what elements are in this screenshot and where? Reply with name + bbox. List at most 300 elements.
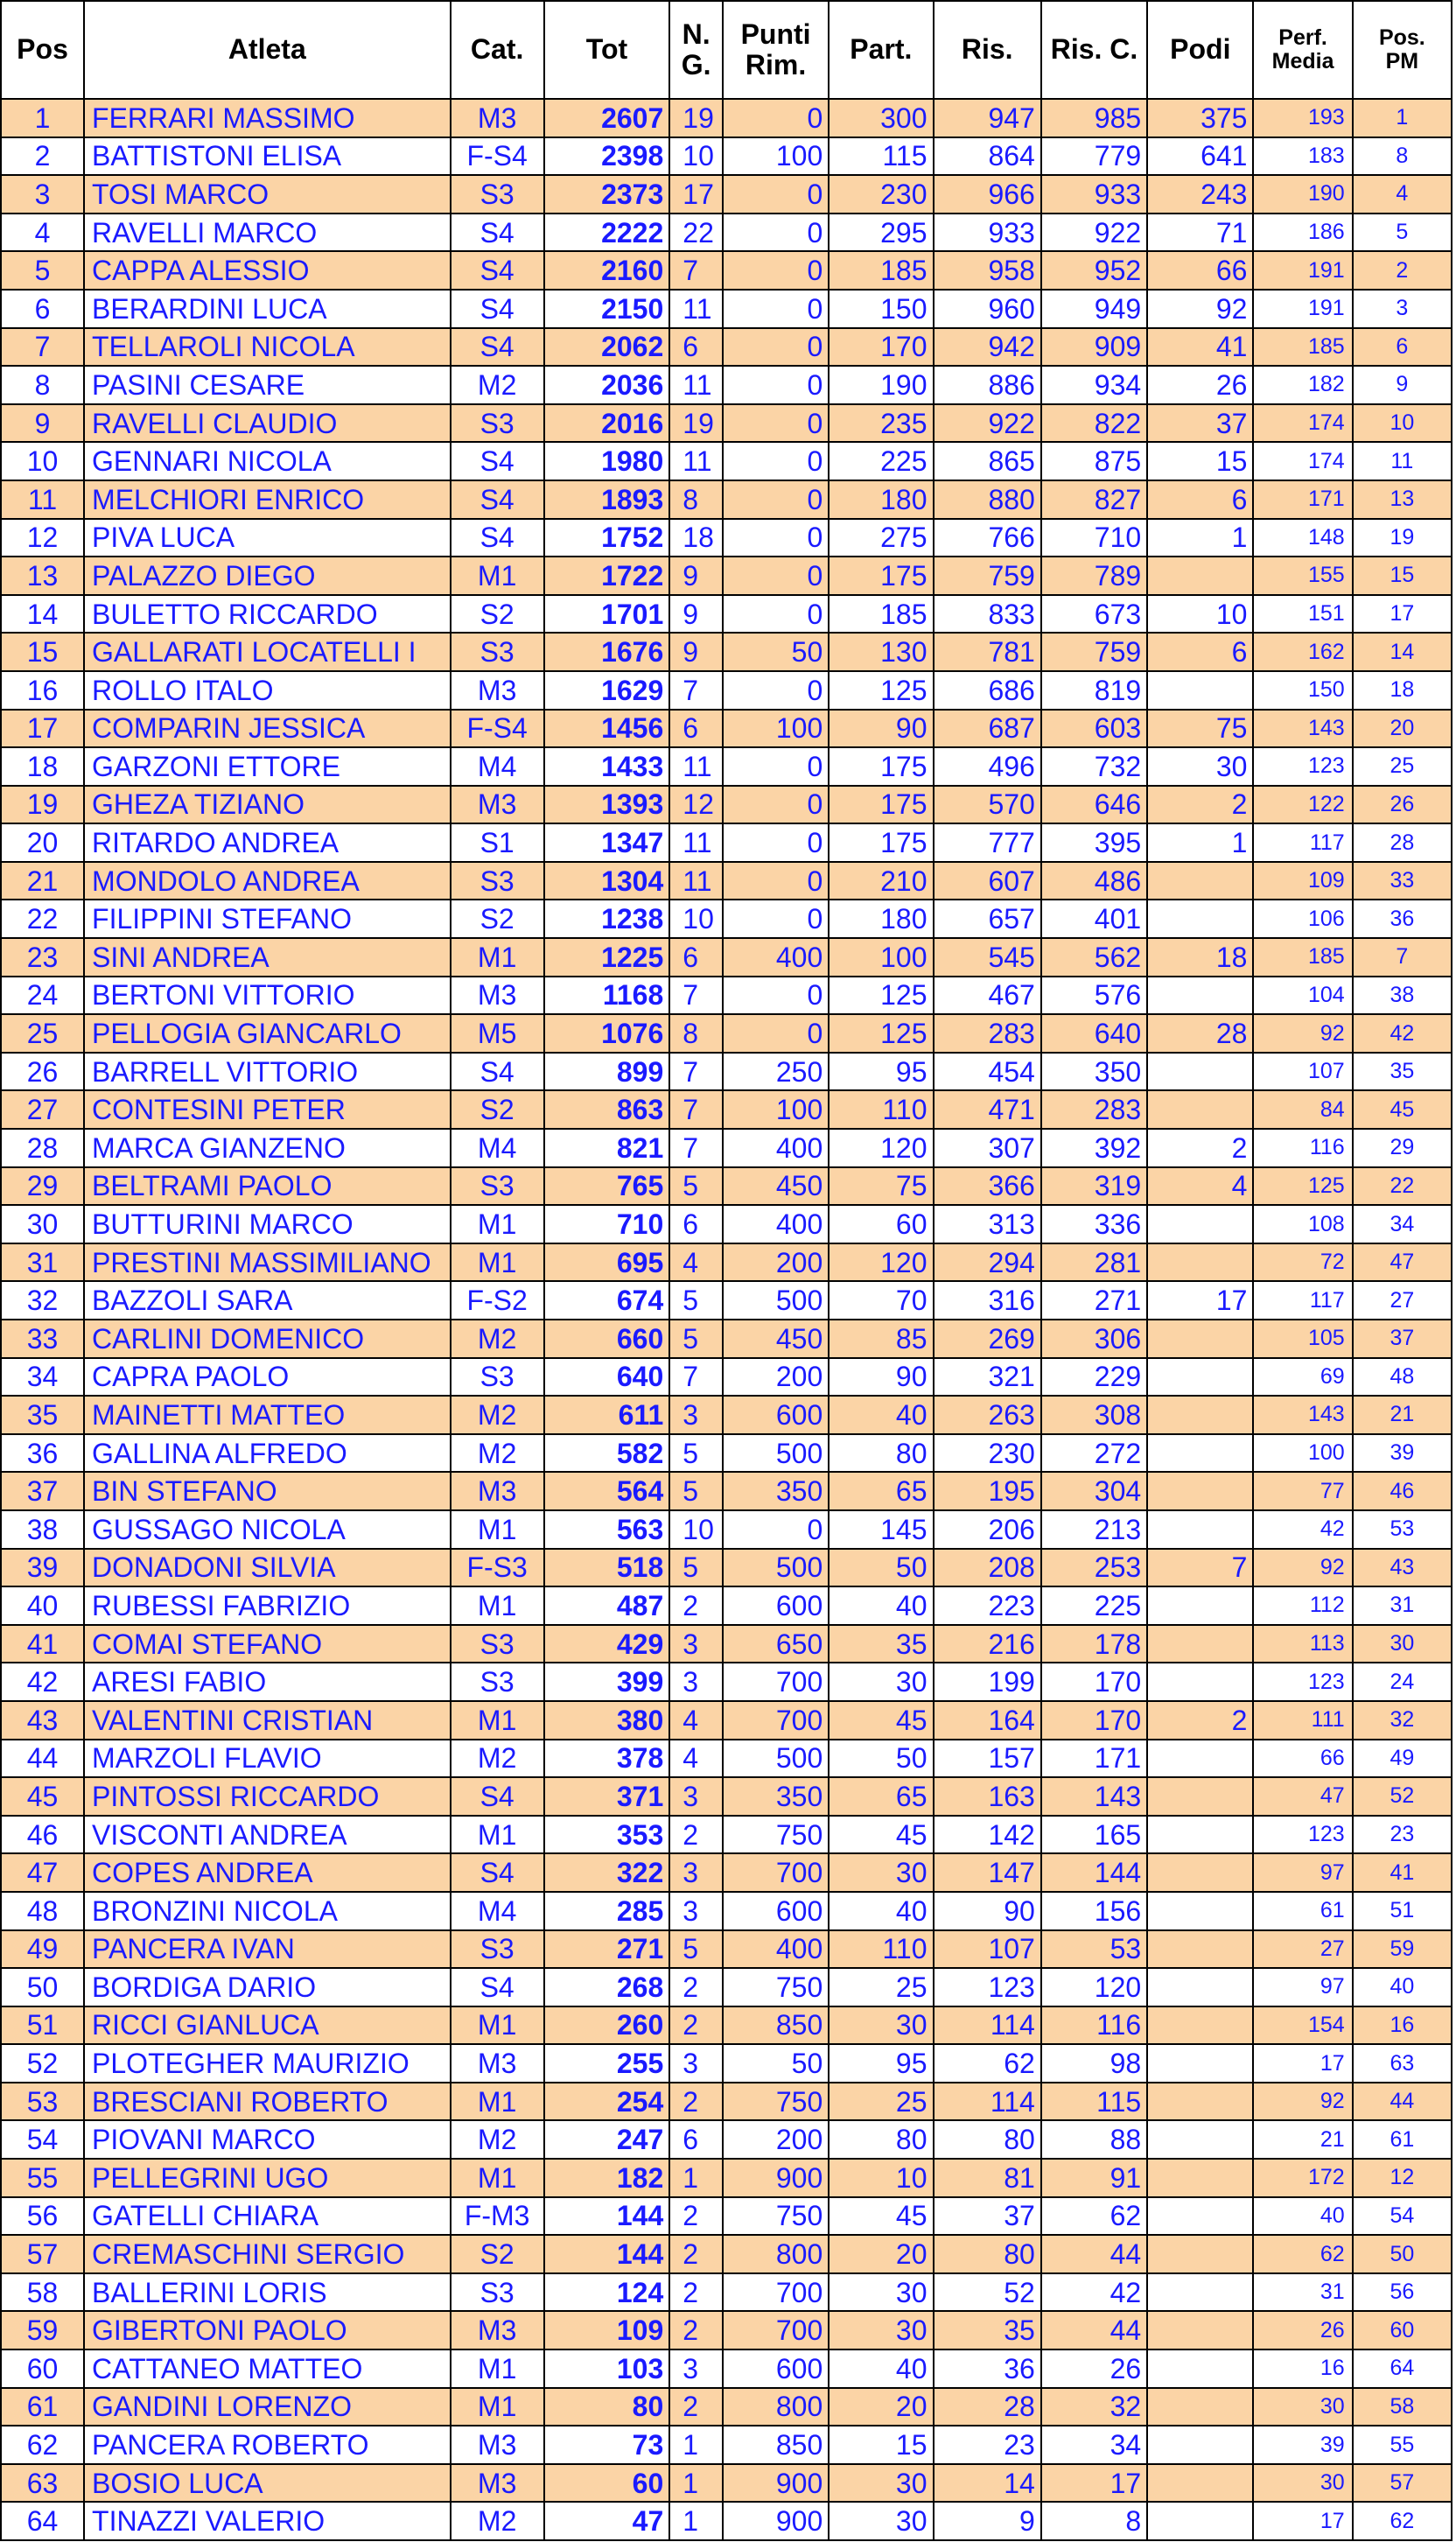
- cell-pos-pm: 62: [1353, 2502, 1452, 2540]
- cell-ris: 864: [934, 137, 1041, 176]
- cell-pos: 24: [1, 977, 84, 1015]
- cell-athlete-name: PIVA LUCA: [84, 519, 451, 557]
- cell-athlete-name: BORDIGA DARIO: [84, 1968, 451, 2006]
- cell-pos: 23: [1, 938, 84, 977]
- cell-num-games: 12: [669, 786, 723, 824]
- cell-num-games: 3: [669, 1663, 723, 1701]
- cell-total: 1304: [544, 862, 670, 900]
- cell-ris: 942: [934, 328, 1041, 367]
- cell-perf-media: 174: [1253, 404, 1352, 443]
- cell-part: 185: [829, 251, 933, 290]
- cell-num-games: 22: [669, 214, 723, 252]
- cell-category: M1: [451, 2006, 544, 2045]
- cell-perf-media: 27: [1253, 1930, 1352, 1969]
- cell-pos-pm: 37: [1353, 1320, 1452, 1358]
- cell-num-games: 6: [669, 1205, 723, 1243]
- cell-part: 110: [829, 1090, 933, 1129]
- cell-total: 563: [544, 1510, 670, 1549]
- cell-ris: 80: [934, 2120, 1041, 2159]
- cell-ris: 766: [934, 519, 1041, 557]
- cell-podi: [1147, 977, 1253, 1015]
- cell-total: 1347: [544, 823, 670, 862]
- cell-pos-pm: 42: [1353, 1014, 1452, 1053]
- header-pos: Pos: [1, 1, 84, 99]
- cell-perf-media: 39: [1253, 2426, 1352, 2464]
- cell-pos-pm: 51: [1353, 1892, 1452, 1930]
- cell-part: 70: [829, 1281, 933, 1320]
- cell-ris-c: 17: [1041, 2464, 1147, 2503]
- cell-part: 115: [829, 137, 933, 176]
- cell-total: 640: [544, 1358, 670, 1397]
- table-row: [1, 1358, 1452, 1397]
- cell-num-games: 2: [669, 2197, 723, 2236]
- cell-perf-media: 100: [1253, 1434, 1352, 1473]
- table-row: [1, 671, 1452, 710]
- cell-total: 380: [544, 1701, 670, 1740]
- cell-punti-rim: 700: [723, 1701, 829, 1740]
- cell-pos: 5: [1, 251, 84, 290]
- cell-athlete-name: RUBESSI FABRIZIO: [84, 1586, 451, 1625]
- cell-podi: [1147, 2426, 1253, 2464]
- cell-ris-c: 178: [1041, 1625, 1147, 1663]
- table-row: [1, 1167, 1452, 1206]
- cell-total: 2036: [544, 366, 670, 404]
- cell-ris: 471: [934, 1090, 1041, 1129]
- cell-part: 35: [829, 1625, 933, 1663]
- header-podi: Podi: [1147, 1, 1253, 99]
- cell-num-games: 11: [669, 747, 723, 786]
- cell-athlete-name: SINI ANDREA: [84, 938, 451, 977]
- cell-category: S1: [451, 823, 544, 862]
- cell-category: M3: [451, 786, 544, 824]
- cell-ris-c: 319: [1041, 1167, 1147, 1206]
- cell-pos-pm: 38: [1353, 977, 1452, 1015]
- table-row: [1, 1816, 1452, 1854]
- cell-punti-rim: 0: [723, 175, 829, 214]
- cell-category: M4: [451, 1129, 544, 1167]
- cell-athlete-name: FILIPPINI STEFANO: [84, 900, 451, 938]
- cell-ris: 37: [934, 2197, 1041, 2236]
- cell-ris: 14: [934, 2464, 1041, 2503]
- cell-punti-rim: 0: [723, 595, 829, 634]
- cell-pos-pm: 11: [1353, 442, 1452, 480]
- cell-ris: 958: [934, 251, 1041, 290]
- cell-pos-pm: 32: [1353, 1701, 1452, 1740]
- cell-athlete-name: GIBERTONI PAOLO: [84, 2311, 451, 2349]
- table-row: [1, 2159, 1452, 2197]
- cell-pos: 26: [1, 1053, 84, 1091]
- cell-podi: 375: [1147, 99, 1253, 137]
- cell-ris: 321: [934, 1358, 1041, 1397]
- cell-ris: 114: [934, 2006, 1041, 2045]
- table-row: [1, 747, 1452, 786]
- cell-perf-media: 113: [1253, 1625, 1352, 1663]
- cell-perf-media: 66: [1253, 1740, 1352, 1778]
- cell-podi: [1147, 900, 1253, 938]
- cell-pos: 8: [1, 366, 84, 404]
- cell-part: 225: [829, 442, 933, 480]
- cell-pos-pm: 47: [1353, 1243, 1452, 1282]
- cell-perf-media: 72: [1253, 1243, 1352, 1282]
- cell-pos: 13: [1, 557, 84, 595]
- cell-part: 40: [829, 1396, 933, 1434]
- cell-ris: 90: [934, 1892, 1041, 1930]
- cell-total: 144: [544, 2235, 670, 2273]
- cell-part: 30: [829, 2464, 933, 2503]
- cell-perf-media: 108: [1253, 1205, 1352, 1243]
- cell-num-games: 5: [669, 1320, 723, 1358]
- cell-athlete-name: ARESI FABIO: [84, 1663, 451, 1701]
- cell-num-games: 19: [669, 99, 723, 137]
- table-row: [1, 480, 1452, 519]
- cell-punti-rim: 0: [723, 977, 829, 1015]
- cell-ris-c: 170: [1041, 1701, 1147, 1740]
- cell-category: M2: [451, 2120, 544, 2159]
- header-perf-media: Perf. Media: [1253, 1, 1352, 99]
- cell-part: 300: [829, 99, 933, 137]
- cell-perf-media: 92: [1253, 1014, 1352, 1053]
- cell-part: 10: [829, 2159, 933, 2197]
- cell-athlete-name: MARZOLI FLAVIO: [84, 1740, 451, 1778]
- cell-ris-c: 875: [1041, 442, 1147, 480]
- cell-num-games: 2: [669, 1586, 723, 1625]
- cell-part: 20: [829, 2388, 933, 2426]
- cell-category: M1: [451, 1586, 544, 1625]
- cell-pos: 47: [1, 1853, 84, 1892]
- cell-part: 30: [829, 2311, 933, 2349]
- cell-punti-rim: 100: [723, 710, 829, 748]
- cell-part: 75: [829, 1167, 933, 1206]
- cell-part: 80: [829, 1434, 933, 1473]
- cell-punti-rim: 600: [723, 2349, 829, 2388]
- cell-num-games: 9: [669, 633, 723, 671]
- cell-pos: 49: [1, 1930, 84, 1969]
- cell-ris-c: 44: [1041, 2311, 1147, 2349]
- cell-ris-c: 44: [1041, 2235, 1147, 2273]
- table-row: [1, 595, 1452, 634]
- cell-num-games: 5: [669, 1472, 723, 1510]
- cell-perf-media: 84: [1253, 1090, 1352, 1129]
- cell-punti-rim: 350: [723, 1472, 829, 1510]
- cell-athlete-name: BIN STEFANO: [84, 1472, 451, 1510]
- cell-category: S3: [451, 1663, 544, 1701]
- table-row: [1, 2197, 1452, 2236]
- cell-punti-rim: 400: [723, 1129, 829, 1167]
- cell-perf-media: 30: [1253, 2464, 1352, 2503]
- cell-ris: 142: [934, 1816, 1041, 1854]
- cell-ris-c: 62: [1041, 2197, 1147, 2236]
- cell-podi: 26: [1147, 366, 1253, 404]
- cell-podi: 7: [1147, 1549, 1253, 1587]
- cell-category: M3: [451, 671, 544, 710]
- cell-num-games: 10: [669, 1510, 723, 1549]
- cell-athlete-name: MAINETTI MATTEO: [84, 1396, 451, 1434]
- cell-athlete-name: BAZZOLI SARA: [84, 1281, 451, 1320]
- cell-part: 90: [829, 1358, 933, 1397]
- cell-podi: [1147, 2273, 1253, 2312]
- cell-ris-c: 819: [1041, 671, 1147, 710]
- cell-part: 90: [829, 710, 933, 748]
- cell-pos: 58: [1, 2273, 84, 2312]
- table-row: [1, 214, 1452, 252]
- cell-pos: 63: [1, 2464, 84, 2503]
- cell-pos-pm: 9: [1353, 366, 1452, 404]
- cell-perf-media: 17: [1253, 2044, 1352, 2083]
- cell-ris: 28: [934, 2388, 1041, 2426]
- cell-podi: 2: [1147, 786, 1253, 824]
- cell-pos-pm: 29: [1353, 1129, 1452, 1167]
- cell-athlete-name: GANDINI LORENZO: [84, 2388, 451, 2426]
- cell-ris-c: 271: [1041, 1281, 1147, 1320]
- cell-ris: 81: [934, 2159, 1041, 2197]
- cell-ris: 366: [934, 1167, 1041, 1206]
- cell-pos-pm: 24: [1353, 1663, 1452, 1701]
- cell-num-games: 7: [669, 1129, 723, 1167]
- cell-ris: 607: [934, 862, 1041, 900]
- cell-ris-c: 165: [1041, 1816, 1147, 1854]
- cell-pos: 37: [1, 1472, 84, 1510]
- cell-part: 30: [829, 2273, 933, 2312]
- cell-ris-c: 32: [1041, 2388, 1147, 2426]
- cell-athlete-name: RAVELLI CLAUDIO: [84, 404, 451, 443]
- cell-total: 611: [544, 1396, 670, 1434]
- cell-ris: 922: [934, 404, 1041, 443]
- cell-athlete-name: GENNARI NICOLA: [84, 442, 451, 480]
- header-row: [1, 1, 1452, 99]
- cell-podi: 6: [1147, 633, 1253, 671]
- table-row: [1, 366, 1452, 404]
- cell-ris-c: 115: [1041, 2083, 1147, 2121]
- cell-total: 255: [544, 2044, 670, 2083]
- cell-pos: 3: [1, 175, 84, 214]
- cell-pos-pm: 44: [1353, 2083, 1452, 2121]
- cell-punti-rim: 500: [723, 1740, 829, 1778]
- cell-part: 230: [829, 175, 933, 214]
- cell-podi: 71: [1147, 214, 1253, 252]
- cell-athlete-name: MARCA GIANZENO: [84, 1129, 451, 1167]
- cell-ris-c: 116: [1041, 2006, 1147, 2045]
- cell-perf-media: 185: [1253, 938, 1352, 977]
- cell-pos-pm: 3: [1353, 290, 1452, 328]
- cell-total: 2150: [544, 290, 670, 328]
- header-ng: N. G.: [669, 1, 723, 99]
- cell-num-games: 3: [669, 1853, 723, 1892]
- cell-total: 899: [544, 1053, 670, 1091]
- cell-num-games: 2: [669, 1968, 723, 2006]
- cell-pos: 64: [1, 2502, 84, 2540]
- cell-pos: 42: [1, 1663, 84, 1701]
- cell-perf-media: 105: [1253, 1320, 1352, 1358]
- cell-part: 65: [829, 1472, 933, 1510]
- cell-pos-pm: 17: [1353, 595, 1452, 634]
- cell-ris-c: 143: [1041, 1777, 1147, 1816]
- cell-num-games: 6: [669, 938, 723, 977]
- cell-pos: 27: [1, 1090, 84, 1129]
- cell-category: M2: [451, 1740, 544, 1778]
- cell-perf-media: 97: [1253, 1853, 1352, 1892]
- cell-athlete-name: GARZONI ETTORE: [84, 747, 451, 786]
- cell-podi: 30: [1147, 747, 1253, 786]
- cell-podi: 1: [1147, 823, 1253, 862]
- cell-pos-pm: 55: [1353, 2426, 1452, 2464]
- cell-pos-pm: 22: [1353, 1167, 1452, 1206]
- cell-category: M3: [451, 99, 544, 137]
- cell-punti-rim: 750: [723, 1968, 829, 2006]
- cell-category: S4: [451, 1853, 544, 1892]
- cell-part: 125: [829, 977, 933, 1015]
- cell-ris-c: 392: [1041, 1129, 1147, 1167]
- table-row: [1, 1090, 1452, 1129]
- cell-punti-rim: 250: [723, 1053, 829, 1091]
- cell-pos: 19: [1, 786, 84, 824]
- cell-ris-c: 283: [1041, 1090, 1147, 1129]
- cell-num-games: 1: [669, 2159, 723, 2197]
- cell-total: 710: [544, 1205, 670, 1243]
- cell-ris: 454: [934, 1053, 1041, 1091]
- cell-part: 100: [829, 938, 933, 977]
- cell-ris-c: 98: [1041, 2044, 1147, 2083]
- cell-pos-pm: 46: [1353, 1472, 1452, 1510]
- cell-podi: [1147, 2502, 1253, 2540]
- cell-punti-rim: 450: [723, 1320, 829, 1358]
- cell-athlete-name: MELCHIORI ENRICO: [84, 480, 451, 519]
- cell-athlete-name: BATTISTONI ELISA: [84, 137, 451, 176]
- cell-ris-c: 934: [1041, 366, 1147, 404]
- cell-athlete-name: RAVELLI MARCO: [84, 214, 451, 252]
- cell-punti-rim: 750: [723, 2197, 829, 2236]
- cell-perf-media: 174: [1253, 442, 1352, 480]
- cell-part: 180: [829, 480, 933, 519]
- cell-part: 175: [829, 823, 933, 862]
- cell-pos-pm: 53: [1353, 1510, 1452, 1549]
- cell-ris-c: 759: [1041, 633, 1147, 671]
- cell-category: M1: [451, 1205, 544, 1243]
- cell-ris-c: 789: [1041, 557, 1147, 595]
- cell-ris-c: 933: [1041, 175, 1147, 214]
- cell-part: 95: [829, 1053, 933, 1091]
- cell-pos: 31: [1, 1243, 84, 1282]
- cell-punti-rim: 0: [723, 519, 829, 557]
- cell-podi: 243: [1147, 175, 1253, 214]
- cell-ris: 657: [934, 900, 1041, 938]
- cell-athlete-name: RICCI GIANLUCA: [84, 2006, 451, 2045]
- cell-part: 235: [829, 404, 933, 443]
- cell-part: 120: [829, 1129, 933, 1167]
- cell-num-games: 7: [669, 251, 723, 290]
- cell-punti-rim: 400: [723, 938, 829, 977]
- cell-perf-media: 186: [1253, 214, 1352, 252]
- cell-ris-c: 909: [1041, 328, 1147, 367]
- cell-athlete-name: BARRELL VITTORIO: [84, 1053, 451, 1091]
- cell-total: 821: [544, 1129, 670, 1167]
- cell-podi: [1147, 2311, 1253, 2349]
- cell-total: 1722: [544, 557, 670, 595]
- cell-part: 210: [829, 862, 933, 900]
- cell-total: 371: [544, 1777, 670, 1816]
- cell-num-games: 17: [669, 175, 723, 214]
- cell-part: 180: [829, 900, 933, 938]
- cell-ris: 496: [934, 747, 1041, 786]
- cell-podi: [1147, 1892, 1253, 1930]
- cell-total: 2016: [544, 404, 670, 443]
- cell-pos-pm: 14: [1353, 633, 1452, 671]
- cell-pos-pm: 4: [1353, 175, 1452, 214]
- cell-athlete-name: GUSSAGO NICOLA: [84, 1510, 451, 1549]
- cell-part: 295: [829, 214, 933, 252]
- cell-pos: 40: [1, 1586, 84, 1625]
- cell-pos-pm: 8: [1353, 137, 1452, 176]
- cell-ris: 880: [934, 480, 1041, 519]
- cell-ris: 114: [934, 2083, 1041, 2121]
- cell-category: M1: [451, 2349, 544, 2388]
- cell-podi: [1147, 2159, 1253, 2197]
- cell-total: 399: [544, 1663, 670, 1701]
- cell-perf-media: 31: [1253, 2273, 1352, 2312]
- table-row: [1, 1625, 1452, 1663]
- cell-pos-pm: 61: [1353, 2120, 1452, 2159]
- cell-category: F-S4: [451, 137, 544, 176]
- table-row: [1, 175, 1452, 214]
- cell-athlete-name: PALAZZO DIEGO: [84, 557, 451, 595]
- cell-pos-pm: 59: [1353, 1930, 1452, 1969]
- table-row: [1, 2464, 1452, 2503]
- table-row: [1, 2311, 1452, 2349]
- cell-pos-pm: 57: [1353, 2464, 1452, 2503]
- cell-category: S2: [451, 1090, 544, 1129]
- cell-pos: 12: [1, 519, 84, 557]
- cell-perf-media: 62: [1253, 2235, 1352, 2273]
- cell-part: 40: [829, 1586, 933, 1625]
- cell-punti-rim: 850: [723, 2426, 829, 2464]
- cell-perf-media: 107: [1253, 1053, 1352, 1091]
- cell-athlete-name: GHEZA TIZIANO: [84, 786, 451, 824]
- cell-punti-rim: 200: [723, 2120, 829, 2159]
- cell-punti-rim: 0: [723, 1014, 829, 1053]
- cell-punti-rim: 0: [723, 480, 829, 519]
- cell-perf-media: 143: [1253, 1396, 1352, 1434]
- cell-pos: 1: [1, 99, 84, 137]
- cell-perf-media: 117: [1253, 1281, 1352, 1320]
- cell-pos-pm: 27: [1353, 1281, 1452, 1320]
- table-row: [1, 938, 1452, 977]
- cell-ris-c: 88: [1041, 2120, 1147, 2159]
- cell-podi: 6: [1147, 480, 1253, 519]
- cell-total: 2222: [544, 214, 670, 252]
- cell-total: 863: [544, 1090, 670, 1129]
- cell-category: M4: [451, 747, 544, 786]
- cell-athlete-name: CREMASCHINI SERGIO: [84, 2235, 451, 2273]
- cell-pos: 34: [1, 1358, 84, 1397]
- table-row: [1, 2006, 1452, 2045]
- cell-podi: [1147, 1586, 1253, 1625]
- table-row: [1, 1968, 1452, 2006]
- cell-perf-media: 190: [1253, 175, 1352, 214]
- cell-ris: 467: [934, 977, 1041, 1015]
- cell-part: 85: [829, 1320, 933, 1358]
- cell-ris-c: 822: [1041, 404, 1147, 443]
- cell-athlete-name: BELTRAMI PAOLO: [84, 1167, 451, 1206]
- cell-punti-rim: 200: [723, 1243, 829, 1282]
- cell-category: S4: [451, 214, 544, 252]
- cell-perf-media: 183: [1253, 137, 1352, 176]
- cell-ris-c: 486: [1041, 862, 1147, 900]
- cell-num-games: 3: [669, 1777, 723, 1816]
- cell-total: 429: [544, 1625, 670, 1663]
- cell-perf-media: 109: [1253, 862, 1352, 900]
- cell-num-games: 2: [669, 1816, 723, 1854]
- cell-part: 190: [829, 366, 933, 404]
- cell-total: 103: [544, 2349, 670, 2388]
